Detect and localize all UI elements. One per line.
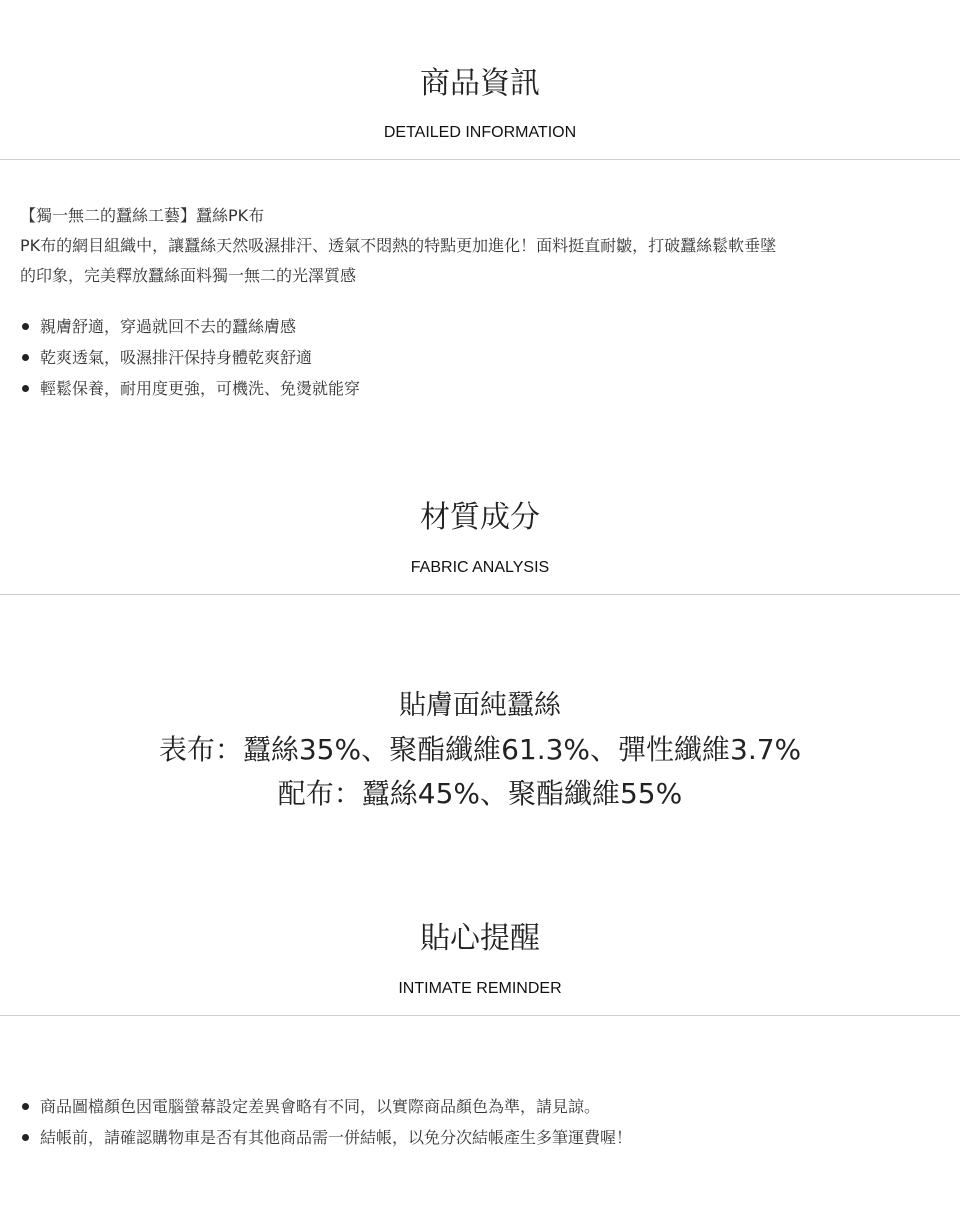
list-item <box>20 311 940 342</box>
reminder-list <box>20 1091 940 1153</box>
reminder-text: 商品圖檔顏色因電腦螢幕設定差異會略有不同，以實際商品顏色為準，請見諒。 <box>40 1097 601 1116</box>
intro-line: 的印象，完美釋放蠶絲面料獨一無二的光澤質感 <box>20 266 357 285</box>
intro-line: PK布的網目組織中，讓蠶絲天然吸濕排汗、透氣不悶熱的特點更加進化！面料挺直耐皺，打破蠶絲鬆軟垂墜 <box>20 236 777 255</box>
list-item <box>20 1122 940 1153</box>
list-item <box>20 1091 940 1122</box>
reminder-title: 貼心提醒 <box>420 921 540 956</box>
reminder-subtitle: INTIMATE REMINDER <box>398 980 562 997</box>
fabric-analysis-title: 材質成分 <box>420 500 540 535</box>
fabric-analysis-subtitle: FABRIC ANALYSIS <box>410 559 550 576</box>
lining-fabric-composition: 配布：蠶絲45%、聚酯纖維55% <box>277 777 683 810</box>
product-intro <box>20 201 940 291</box>
feature-list <box>20 311 940 404</box>
detailed-info-title: 商品資訊 <box>420 66 540 101</box>
fabric-composition <box>0 684 960 816</box>
feature-text: 乾爽透氣，吸濕排汗保持身體乾爽舒適 <box>40 348 313 367</box>
fabric-heading: 貼膚面純蠶絲 <box>399 690 561 721</box>
bullet-icon <box>22 1134 29 1141</box>
feature-text: 輕鬆保養，耐用度更強，可機洗、免燙就能穿 <box>40 379 361 398</box>
reminder-text: 結帳前，請確認購物車是否有其他商品需一併結帳，以免分次結帳產生多筆運費喔！ <box>40 1128 633 1147</box>
feature-text: 親膚舒適，穿過就回不去的蠶絲膚感 <box>40 317 297 336</box>
list-item <box>20 373 940 404</box>
bullet-icon <box>22 385 29 392</box>
outer-fabric-composition: 表布：蠶絲35%、聚酯纖維61.3%、彈性纖維3.7% <box>158 733 802 766</box>
bullet-icon <box>22 1103 29 1110</box>
bullet-icon <box>22 323 29 330</box>
intro-heading: 【獨一無二的蠶絲工藝】蠶絲PK布 <box>20 206 265 225</box>
list-item <box>20 342 940 373</box>
fabric-analysis-divider <box>0 594 960 595</box>
detailed-info-divider <box>0 159 960 160</box>
detailed-info-subtitle: DETAILED INFORMATION <box>383 124 577 141</box>
reminder-divider <box>0 1015 960 1016</box>
bullet-icon <box>22 354 29 361</box>
